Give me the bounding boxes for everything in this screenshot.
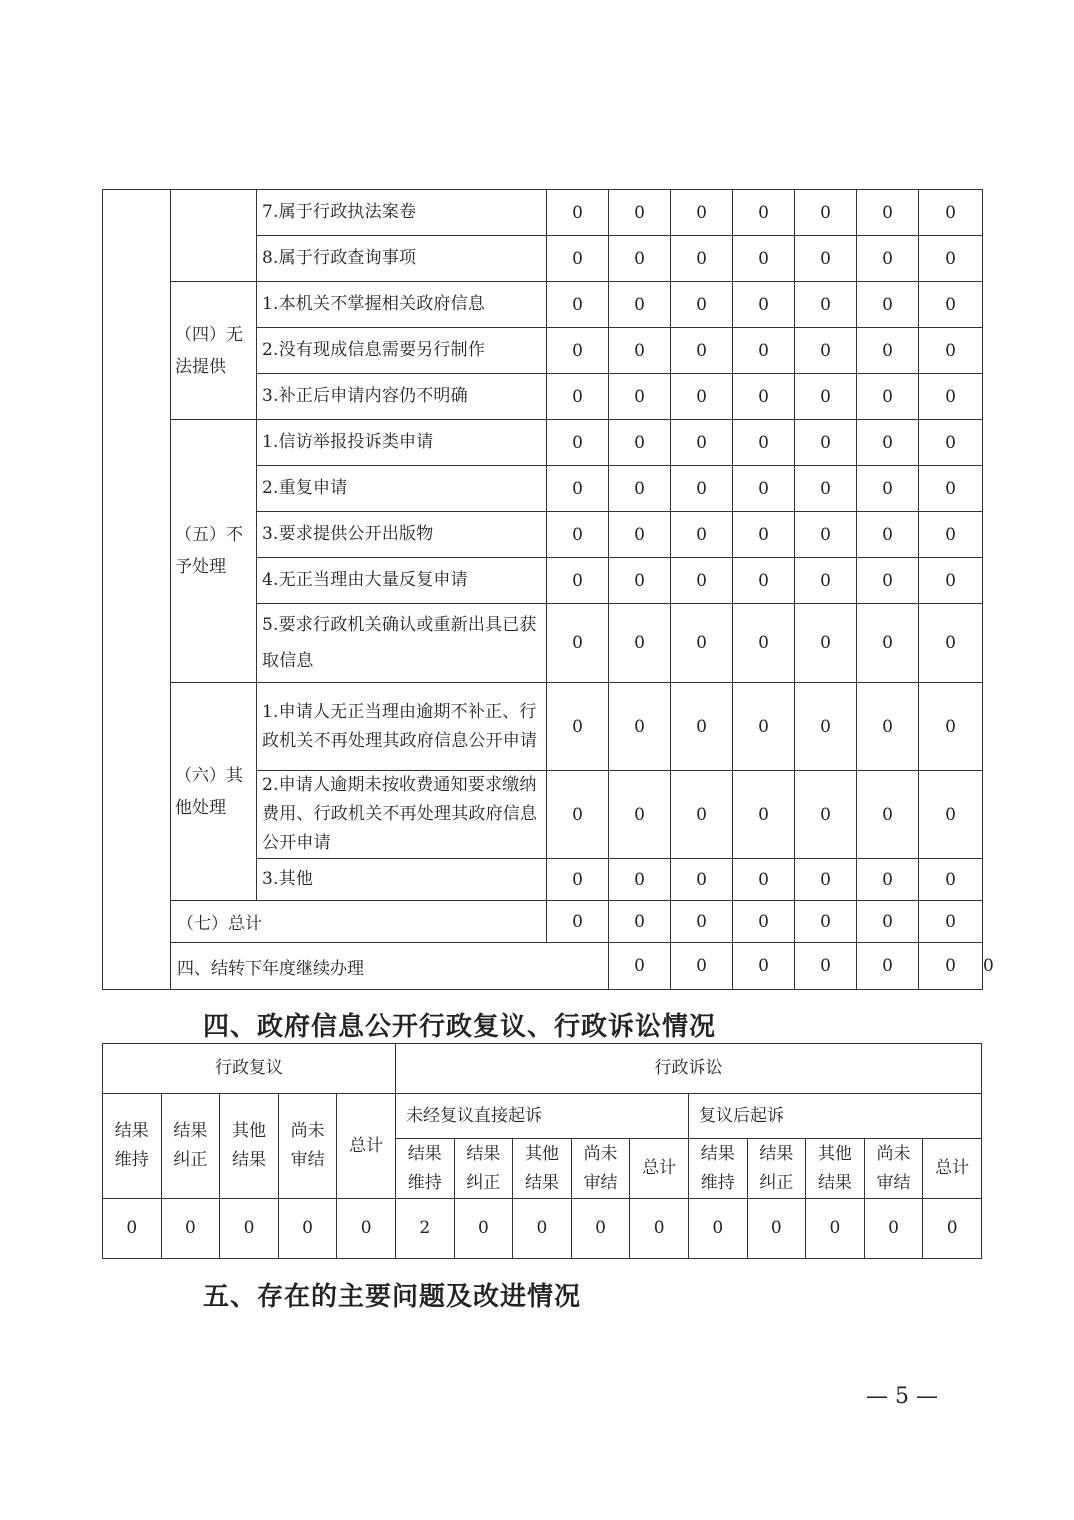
value-cell: 0 [671, 901, 733, 943]
col-header: 结果 纠正 [454, 1139, 513, 1199]
row-item: 8.属于行政查询事项 [257, 236, 547, 282]
total-label: （七）总计 [171, 901, 547, 943]
value-cell: 0 [609, 943, 671, 990]
table-row [103, 190, 983, 236]
review-header: 行政复议 [103, 1044, 396, 1094]
value-cell: 0 [795, 328, 857, 374]
col-header: 其他 结果 [513, 1139, 572, 1199]
value-cell: 0 [671, 558, 733, 604]
row-item: 1.信访举报投诉类申请 [257, 420, 547, 466]
col-header: 结果 纠正 [747, 1139, 806, 1199]
value-cell: 0 [671, 604, 733, 683]
value-cell: 0 [609, 683, 671, 771]
value-cell: 0 [609, 859, 671, 901]
value-cell: 0 [609, 190, 671, 236]
value-cell: 0 [795, 374, 857, 420]
value-cell: 0 [671, 374, 733, 420]
direct-suit-header: 未经复议直接起诉 [395, 1094, 688, 1139]
value-cell: 0 [547, 374, 609, 420]
value-cell: 0 [609, 604, 671, 683]
value-cell: 0 [337, 1199, 396, 1259]
value-cell: 0 [671, 943, 733, 990]
value-cell: 0 [547, 236, 609, 282]
value-cell: 0 [733, 236, 795, 282]
value-cell: 0 [671, 771, 733, 859]
value-cell: 0 [103, 1199, 162, 1259]
value-cell: 0 [919, 328, 983, 374]
value-cell: 0 [857, 771, 919, 859]
category-label: （五）不 [175, 525, 243, 545]
value-cell: 0 [857, 512, 919, 558]
value-cell: 0 [919, 374, 983, 420]
col-header: 其他 结果 [806, 1139, 865, 1199]
value-cell: 0 [547, 512, 609, 558]
value-cell: 0 [919, 282, 983, 328]
value-cell: 0 [547, 771, 609, 859]
value-cell: 0 [671, 683, 733, 771]
value-cell: 0 [671, 236, 733, 282]
value-cell: 0 [609, 282, 671, 328]
value-cell: 0 [609, 512, 671, 558]
col-header: 结果 维持 [395, 1139, 454, 1199]
value-cell: 0 [857, 901, 919, 943]
row-item: 2.没有现成信息需要另行制作 [257, 328, 547, 374]
value-cell: 0 [609, 374, 671, 420]
value-cell: 0 [795, 512, 857, 558]
col-header: 总计 [923, 1139, 982, 1199]
value-cell: 0 [919, 420, 983, 466]
value-cell: 0 [795, 466, 857, 512]
value-cell: 2 [395, 1199, 454, 1259]
value-cell: 0 [795, 236, 857, 282]
value-cell: 0 [547, 604, 609, 683]
value-cell: 0 [919, 901, 983, 943]
value-cell: 0 [795, 420, 857, 466]
carryover-label: 四、结转下年度继续办理 [171, 943, 609, 990]
value-cell: 0 [795, 282, 857, 328]
row-item: 2.重复申请 [257, 466, 547, 512]
value-cell: 0 [857, 943, 919, 990]
category-cell-blank [171, 190, 257, 282]
value-cell: 0 [630, 1199, 689, 1259]
value-cell: 0 [671, 466, 733, 512]
value-cell: 0 [733, 604, 795, 683]
value-cell: 0 [609, 771, 671, 859]
value-cell: 0 [795, 683, 857, 771]
value-cell: 0 [733, 901, 795, 943]
value-cell: 0 [547, 190, 609, 236]
value-cell: 0 [609, 466, 671, 512]
value-cell: 0 [609, 901, 671, 943]
category-cell-wufa [171, 282, 257, 420]
disclosure-stats-table [102, 189, 994, 990]
col-header: 结果 维持 [688, 1139, 747, 1199]
value-cell: 0 [919, 558, 983, 604]
col-header: 总计 [630, 1139, 689, 1199]
value-cell: 0 [671, 190, 733, 236]
value-cell: 0 [795, 604, 857, 683]
row-item: 1.本机关不掌握相关政府信息 [257, 282, 547, 328]
value-cell: 0 [671, 859, 733, 901]
value-cell: 0 [609, 420, 671, 466]
category-label: 法提供 [175, 356, 226, 377]
value-cell: 0 [857, 466, 919, 512]
value-cell: 0 [547, 859, 609, 901]
table-row [103, 1094, 982, 1139]
value-cell: 0 [857, 328, 919, 374]
value-cell: 0 [688, 1199, 747, 1259]
total-row [103, 901, 983, 943]
value-cell: 0 [609, 558, 671, 604]
value-cell: 0 [454, 1199, 513, 1259]
table-row [103, 1199, 982, 1259]
value-cell: 0 [919, 236, 983, 282]
value-cell: 0 [857, 683, 919, 771]
value-cell: 0 [857, 236, 919, 282]
value-cell: 0 [864, 1199, 923, 1259]
col-header: 尚未 审结 [571, 1139, 630, 1199]
value-cell: 0 [547, 683, 609, 771]
value-cell: 0 [733, 374, 795, 420]
value-cell: 0 [733, 558, 795, 604]
value-cell: 0 [671, 420, 733, 466]
value-cell: 0 [609, 236, 671, 282]
col-header: 其他 结果 [220, 1094, 279, 1199]
category-cell-buyu [171, 420, 257, 683]
value-cell: 0 [919, 512, 983, 558]
value-cell: 0 [733, 512, 795, 558]
value-cell: 0 [733, 420, 795, 466]
value-cell: 0 [220, 1199, 279, 1259]
value-cell: 0 [513, 1199, 572, 1259]
value-cell: 0 [571, 1199, 630, 1259]
col-header: 结果 纠正 [161, 1094, 220, 1199]
carryover-row: 四、结转下年度继续办理 0 0 0 0 0 0 0 [103, 943, 983, 990]
value-cell: 0 [857, 190, 919, 236]
value-cell: 0 [547, 466, 609, 512]
value-cell: 0 [547, 420, 609, 466]
value-cell: 0 [733, 282, 795, 328]
value-cell: 0 [547, 328, 609, 374]
col-header: 结果 维持 [103, 1094, 162, 1199]
value-cell: 0 [609, 328, 671, 374]
value-cell: 0 [733, 943, 795, 990]
value-cell: 0 [919, 466, 983, 512]
value-cell: 0 [919, 859, 983, 901]
value-cell: 0 [671, 512, 733, 558]
value-cell: 0 [795, 859, 857, 901]
value-cell: 0 [857, 558, 919, 604]
review-litigation-table [102, 1043, 982, 1259]
category-label: 他处理 [175, 797, 226, 818]
row-item: 5.要求行政机关确认或重新出具已获取信息 [257, 604, 547, 683]
value-cell: 0 [747, 1199, 806, 1259]
litigation-header: 行政诉讼 [395, 1044, 981, 1094]
value-cell: 0 [733, 466, 795, 512]
value-cell: 0 [671, 328, 733, 374]
table-row [103, 420, 983, 466]
row-item: 2.申请人逾期未按收费通知要求缴纳费用、行政机关不再处理其政府信息公开申请 [257, 771, 547, 859]
table-row [103, 282, 983, 328]
value-cell: 0 [795, 943, 857, 990]
value-cell: 0 [857, 604, 919, 683]
category-label: 予处理 [175, 557, 226, 577]
row-item: 3.其他 [257, 859, 547, 901]
value-cell: 0 [857, 282, 919, 328]
value-cell: 0 [733, 859, 795, 901]
value-cell: 0 [795, 558, 857, 604]
table-row [103, 683, 983, 771]
col-header: 尚未 审结 [864, 1139, 923, 1199]
row-item: 3.要求提供公开出版物 [257, 512, 547, 558]
value-cell: 0 [806, 1199, 865, 1259]
value-cell: 0 [919, 771, 983, 859]
row-item: 4.无正当理由大量反复申请 [257, 558, 547, 604]
row-item: 1.申请人无正当理由逾期不补正、行政机关不再处理其政府信息公开申请 [257, 683, 547, 771]
category-cell-qita [171, 683, 257, 901]
row-item: 3.补正后申请内容仍不明确 [257, 374, 547, 420]
value-cell: 0 [795, 190, 857, 236]
col-header: 尚未 审结 [278, 1094, 337, 1199]
page-number: — 5 — [866, 1384, 938, 1409]
value-cell: 0 [733, 683, 795, 771]
value-cell: 0 [857, 420, 919, 466]
col-header: 总计 [337, 1094, 396, 1199]
category-label: （四）无 [175, 324, 243, 345]
value-cell: 0 [795, 771, 857, 859]
value-cell: 0 [161, 1199, 220, 1259]
value-cell: 0 [795, 901, 857, 943]
value-cell: 0 [857, 859, 919, 901]
value-cell: 0 [278, 1199, 337, 1259]
value-cell: 0 [919, 190, 983, 236]
after-review-header: 复议后起诉 [688, 1094, 981, 1139]
value-cell: 0 [733, 190, 795, 236]
value-cell: 0 [919, 943, 983, 990]
category-label: （六）其 [175, 765, 243, 786]
value-cell: 0 [547, 901, 609, 943]
value-cell: 0 [671, 282, 733, 328]
table-row [103, 1044, 982, 1094]
value-cell: 0 [857, 374, 919, 420]
value-cell: 0 [547, 282, 609, 328]
value-cell: 0 [919, 604, 983, 683]
value-cell: 0 [919, 683, 983, 771]
value-cell: 0 [547, 558, 609, 604]
value-cell: 0 [733, 328, 795, 374]
section-heading-4: 四、政府信息公开行政复议、行政诉讼情况 [203, 1012, 717, 1042]
value-cell: 0 [733, 771, 795, 859]
value-cell: 0 [923, 1199, 982, 1259]
section-heading-5: 五、存在的主要问题及改进情况 [203, 1282, 582, 1312]
outer-category-cell [103, 190, 171, 990]
row-item: 7.属于行政执法案卷 [257, 190, 547, 236]
